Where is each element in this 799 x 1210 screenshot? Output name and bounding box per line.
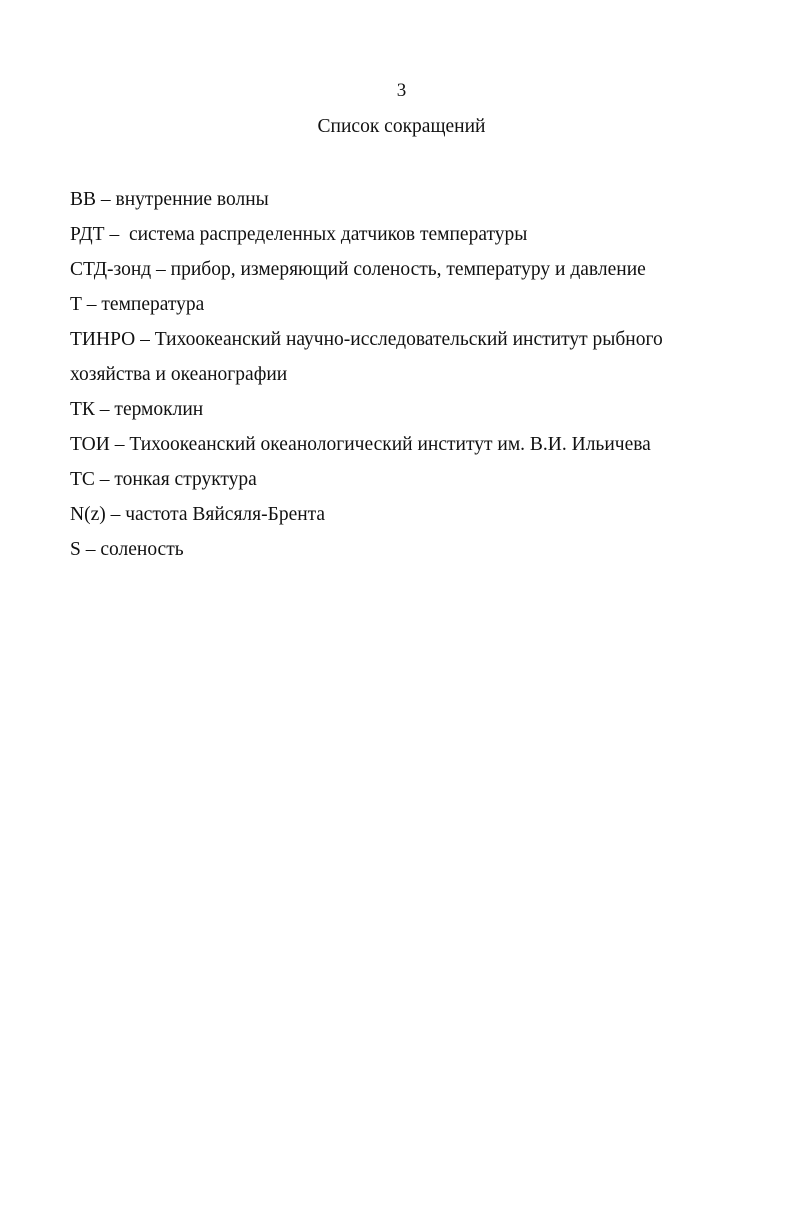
- abbreviation-entry-std: СТД-зонд – прибор, измеряющий соленость, температуру и давление: [70, 259, 646, 280]
- abbreviation-entry-toi: ТОИ – Тихоокеанский океанологический институт им. В.И. Ильичева: [70, 434, 651, 455]
- abbreviation-entry-tk: ТК – термоклин: [70, 399, 204, 420]
- abbreviation-entry-rdt: РДТ – система распределенных датчиков температуры: [70, 224, 528, 245]
- abbreviation-entry-ts: ТС – тонкая структура: [70, 469, 257, 490]
- abbreviation-entry-t: Т – температура: [70, 294, 205, 315]
- abbreviation-entry-nz: N(z) – частота Вяйсяля-Брента: [70, 504, 326, 525]
- page-number: 3: [396, 80, 407, 101]
- abbreviation-entry-s: S – соленость: [70, 539, 184, 560]
- abbreviation-entry-tinro-continued: хозяйства и океанографии: [70, 364, 288, 385]
- page-title: Список сокращений: [317, 116, 486, 137]
- abbreviation-entry-vv: ВВ – внутренние волны: [70, 189, 269, 210]
- abbreviation-list: [70, 182, 750, 567]
- abbreviation-entry-tinro: ТИНРО – Тихоокеанский научно-исследовательский институт рыбного: [70, 329, 663, 350]
